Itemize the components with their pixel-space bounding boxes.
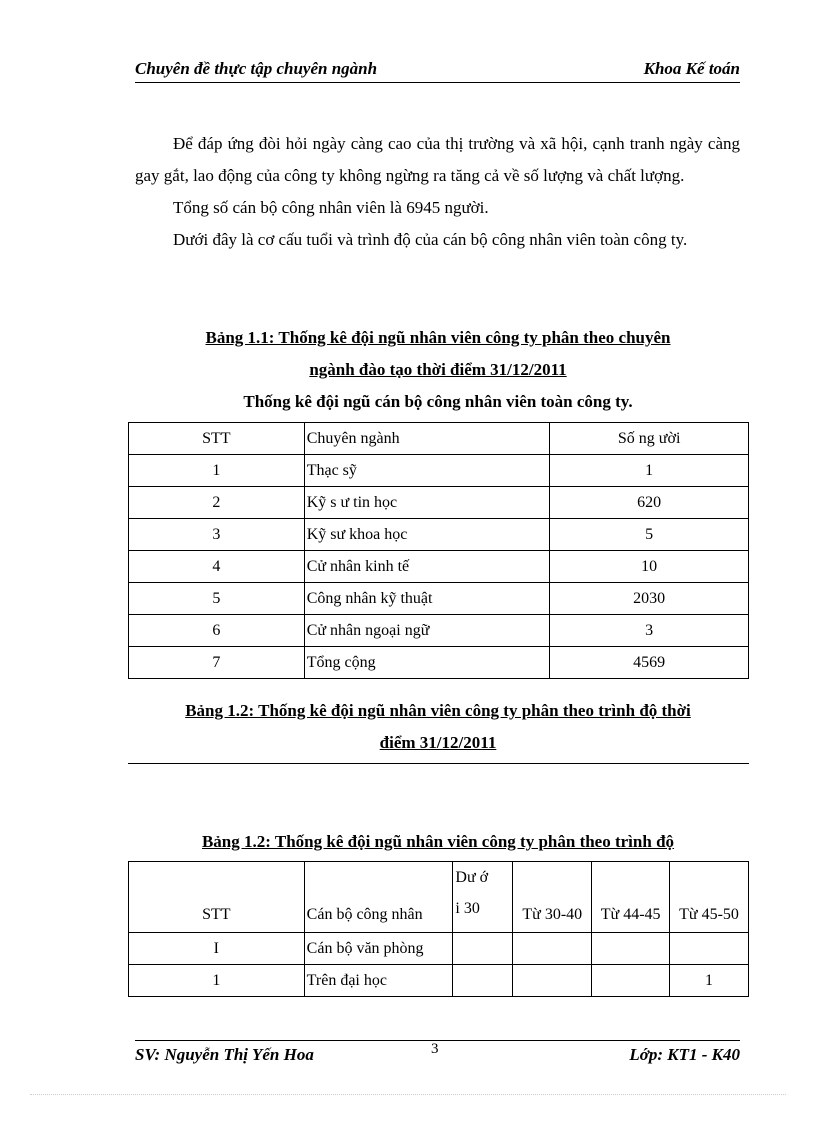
header-text-top: Dư ớ — [455, 869, 489, 886]
footer-page-number: 3 — [431, 1041, 439, 1057]
page-header — [135, 58, 740, 83]
table-cell — [670, 933, 749, 965]
table3-header-row — [129, 862, 749, 933]
header-faculty: Khoa Kế toán — [643, 59, 740, 78]
header-text-bottom: i 30 — [455, 900, 480, 917]
footer-student-name: SV: Nguyễn Thị Yến Hoa — [135, 1045, 314, 1064]
table1-header-cell: Số ng ười — [550, 423, 749, 455]
table-cell: 6 — [129, 615, 305, 647]
table2-caption-line2: điểm 31/12/2011 — [379, 733, 497, 752]
table3-caption — [128, 826, 748, 858]
table-row — [129, 487, 749, 519]
table-cell: Cử nhân kinh tế — [304, 551, 550, 583]
table-cell: 5 — [129, 583, 305, 615]
table-cell: Công nhân kỹ thuật — [304, 583, 550, 615]
table2-caption-line1: Bảng 1.2: Thống kê đội ngũ nhân viên công ty phân theo trình độ thời — [185, 701, 691, 720]
table3-caption-text: Bảng 1.2: Thống kê đội ngũ nhân viên công ty phân theo trình độ — [201, 832, 675, 851]
table-cell — [592, 933, 670, 965]
table-cell: Cử nhân ngoại ngữ — [304, 615, 550, 647]
table-row — [129, 647, 749, 679]
table-cell — [513, 965, 592, 997]
table3-header-cell: Cán bộ công nhân — [304, 862, 453, 933]
table-cell — [453, 965, 513, 997]
paragraph-1: Để đáp ứng đòi hỏi ngày càng cao của thị trường và xã hội, cạnh tranh ngày càng gay gắt, lao động của công ty không ngừng ra tăng cả về số lượng và chất lượng. — [135, 134, 740, 185]
table-cell: 5 — [550, 519, 749, 551]
table1-header-row — [129, 423, 749, 455]
table3 — [128, 861, 749, 997]
table3-header-cell: Từ 45-50 — [670, 862, 749, 933]
table1-header-cell: Chuyên ngành — [304, 423, 550, 455]
table-row — [129, 933, 749, 965]
table-cell: Thạc sỹ — [304, 455, 550, 487]
header-course-title: Chuyên đề thực tập chuyên ngành — [135, 59, 378, 78]
table-row — [129, 615, 749, 647]
table-cell: Cán bộ văn phòng — [304, 933, 453, 965]
table3-header-cell: STT — [129, 862, 305, 933]
table-cell: 2 — [129, 487, 305, 519]
table-cell: Tổng cộng — [304, 647, 550, 679]
table-cell: 4 — [129, 551, 305, 583]
table-cell: 2030 — [550, 583, 749, 615]
table3-header-cell: Từ 30-40 — [513, 862, 592, 933]
table-row — [129, 583, 749, 615]
table3-header-cell: Từ 44-45 — [592, 862, 670, 933]
table3-header-cell-under-30 — [453, 862, 513, 933]
table-cell — [592, 965, 670, 997]
table2-caption — [128, 695, 748, 759]
table-cell: Kỹ sư khoa học — [304, 519, 550, 551]
table1-subtitle: Thống kê đội ngũ cán bộ công nhân viên toàn công ty. — [243, 392, 633, 411]
table-cell: 3 — [550, 615, 749, 647]
table-cell: 620 — [550, 487, 749, 519]
table1 — [128, 422, 749, 679]
page-bottom-edge — [30, 1094, 786, 1095]
table1-header-cell: STT — [129, 423, 305, 455]
table-row — [129, 519, 749, 551]
table1-caption-line2: ngành đào tạo thời điểm 31/12/2011 — [309, 360, 567, 379]
table-cell: 10 — [550, 551, 749, 583]
table-cell: 4569 — [550, 647, 749, 679]
divider-line — [128, 763, 749, 764]
table1-caption-line1: Bảng 1.1: Thống kê đội ngũ nhân viên công ty phân theo chuyên — [205, 328, 671, 347]
page-footer — [135, 1040, 740, 1071]
table-cell: 1 — [129, 965, 305, 997]
table-cell: 7 — [129, 647, 305, 679]
table-cell — [453, 933, 513, 965]
table-row — [129, 455, 749, 487]
footer-class: Lớp: KT1 - K40 — [629, 1045, 740, 1064]
table-cell: I — [129, 933, 305, 965]
table-row — [129, 551, 749, 583]
table-cell: Trên đại học — [304, 965, 453, 997]
paragraph-2: Tổng số cán bộ công nhân viên là 6945 người. — [173, 198, 489, 217]
table-cell: 3 — [129, 519, 305, 551]
table-cell: 1 — [550, 455, 749, 487]
table-cell — [513, 933, 592, 965]
table-cell: 1 — [129, 455, 305, 487]
table1-caption — [128, 322, 748, 418]
table-row — [129, 965, 749, 997]
table-cell: Kỹ s ư tin học — [304, 487, 550, 519]
table-cell: 1 — [670, 965, 749, 997]
paragraph-3: Dưới đây là cơ cấu tuổi và trình độ của cán bộ công nhân viên toàn công ty. — [173, 230, 688, 249]
body-text — [135, 128, 740, 256]
